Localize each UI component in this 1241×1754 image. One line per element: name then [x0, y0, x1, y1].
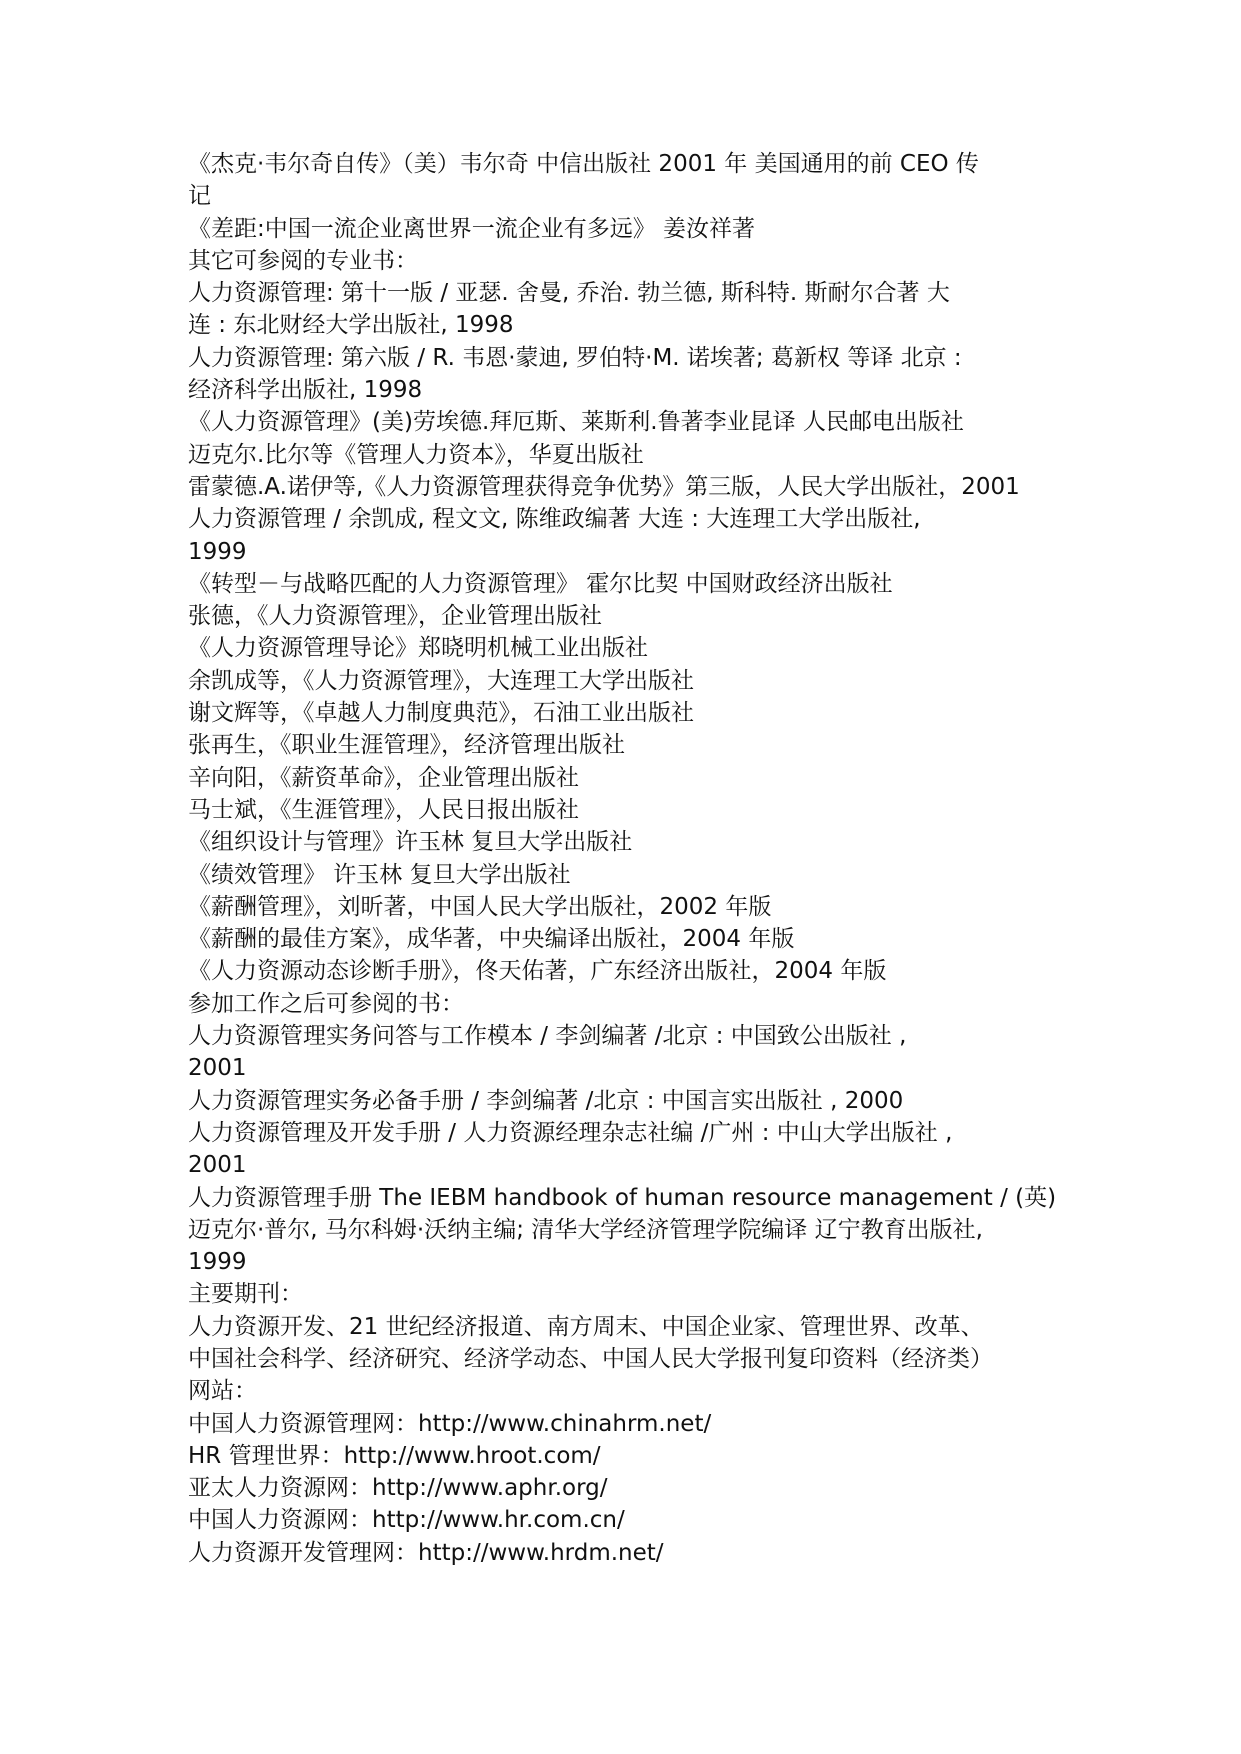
text-line: 人力资源管理手册 The IEBM handbook of human resource management / (英) [188, 1184, 1057, 1211]
text-line: 《差距:中国一流企业离世界一流企业有多远》 姜汝祥著 [188, 215, 756, 242]
text-line: 2001 [188, 1152, 247, 1179]
text-line: 中国社会科学、经济研究、经济学动态、中国人民大学报刊复印资料（经济类） [188, 1345, 993, 1372]
website-line: HR 管理世界：http://www.hroot.com/ [188, 1442, 601, 1469]
website-line: 中国人力资源管理网：http://www.chinahrm.net/ [188, 1410, 712, 1437]
section-heading: 参加工作之后可参阅的书： [188, 990, 464, 1017]
text-line: 记 [188, 183, 211, 210]
text-line: 辛向阳，《薪资革命》，企业管理出版社 [188, 764, 579, 791]
text-line: 《转型－与战略匹配的人力资源管理》 霍尔比契 中国财政经济出版社 [188, 570, 893, 597]
text-line: 人力资源管理实务必备手册 / 李剑编著 /北京 : 中国言实出版社 , 2000 [188, 1087, 904, 1114]
text-line: 《人力资源管理》(美)劳埃德.拜厄斯、莱斯利.鲁著李业昆译 人民邮电出版社 [188, 409, 964, 436]
text-line: 2001 [188, 1055, 247, 1082]
text-line: 雷蒙德.A.诺伊等,《人力资源管理获得竞争优势》第三版，人民大学出版社，2001 [188, 473, 1020, 500]
text-line: 1999 [188, 1249, 247, 1276]
text-line: 迈克尔.比尔等《管理人力资本》，华夏出版社 [188, 441, 644, 468]
text-line: 谢文辉等，《卓越人力制度典范》，石油工业出版社 [188, 700, 694, 727]
text-line: 马士斌，《生涯管理》，人民日报出版社 [188, 796, 579, 823]
text-line: 《杰克·韦尔奇自传》（美）韦尔奇 中信出版社 2001 年 美国通用的前 CEO 传 [188, 151, 979, 177]
section-heading: 其它可参阅的专业书： [188, 247, 418, 274]
text-line: 迈克尔·普尔, 马尔科姆·沃纳主编; 清华大学经济管理学院编译 辽宁教育出版社, [188, 1216, 983, 1243]
section-heading: 主要期刊： [188, 1281, 303, 1308]
text-line: 经济科学出版社, 1998 [188, 377, 423, 404]
section-heading: 网站： [188, 1378, 257, 1405]
text-line: 人力资源管理: 第六版 / R. 韦恩·蒙迪, 罗伯特·M. 诺埃著; 葛新权 等译 北京 : [188, 344, 962, 371]
text-line: 《薪酬的最佳方案》，成华著，中央编译出版社，2004 年版 [188, 926, 795, 953]
text-line: 《薪酬管理》，刘昕著，中国人民大学出版社，2002 年版 [188, 893, 772, 920]
website-line: 亚太人力资源网：http://www.aphr.org/ [188, 1475, 608, 1502]
text-line: 《人力资源动态诊断手册》，佟天佑著，广东经济出版社，2004 年版 [188, 958, 887, 985]
text-line: 连 : 东北财经大学出版社, 1998 [188, 312, 514, 339]
text-line: 1999 [188, 538, 247, 565]
text-line: 人力资源开发、21 世纪经济报道、南方周末、中国企业家、管理世界、改革、 [188, 1313, 984, 1340]
text-line: 张德，《人力资源管理》，企业管理出版社 [188, 603, 602, 630]
website-line: 中国人力资源网：http://www.hr.com.cn/ [188, 1507, 625, 1534]
text-line: 张再生，《职业生涯管理》，经济管理出版社 [188, 732, 625, 759]
document-page [188, 148, 1068, 1569]
text-line: 《绩效管理》 许玉林 复旦大学出版社 [188, 861, 571, 888]
text-line: 人力资源管理及开发手册 / 人力资源经理杂志社编 /广州 : 中山大学出版社 , [188, 1119, 953, 1146]
text-line: 余凯成等，《人力资源管理》，大连理工大学出版社 [188, 667, 694, 694]
text-line: 人力资源管理 / 余凯成, 程文文, 陈维政编著 大连 : 大连理工大学出版社, [188, 506, 921, 533]
text-line: 人力资源管理: 第十一版 / 亚瑟. 舍曼, 乔治. 勃兰德, 斯科特. 斯耐尔合著 大 [188, 280, 950, 307]
text-line: 《组织设计与管理》许玉林 复旦大学出版社 [188, 829, 633, 856]
text-line: 人力资源管理实务问答与工作模本 / 李剑编著 /北京 : 中国致公出版社 , [188, 1023, 907, 1050]
text-line: 《人力资源管理导论》郑晓明机械工业出版社 [188, 635, 648, 662]
website-line: 人力资源开发管理网：http://www.hrdm.net/ [188, 1539, 664, 1566]
